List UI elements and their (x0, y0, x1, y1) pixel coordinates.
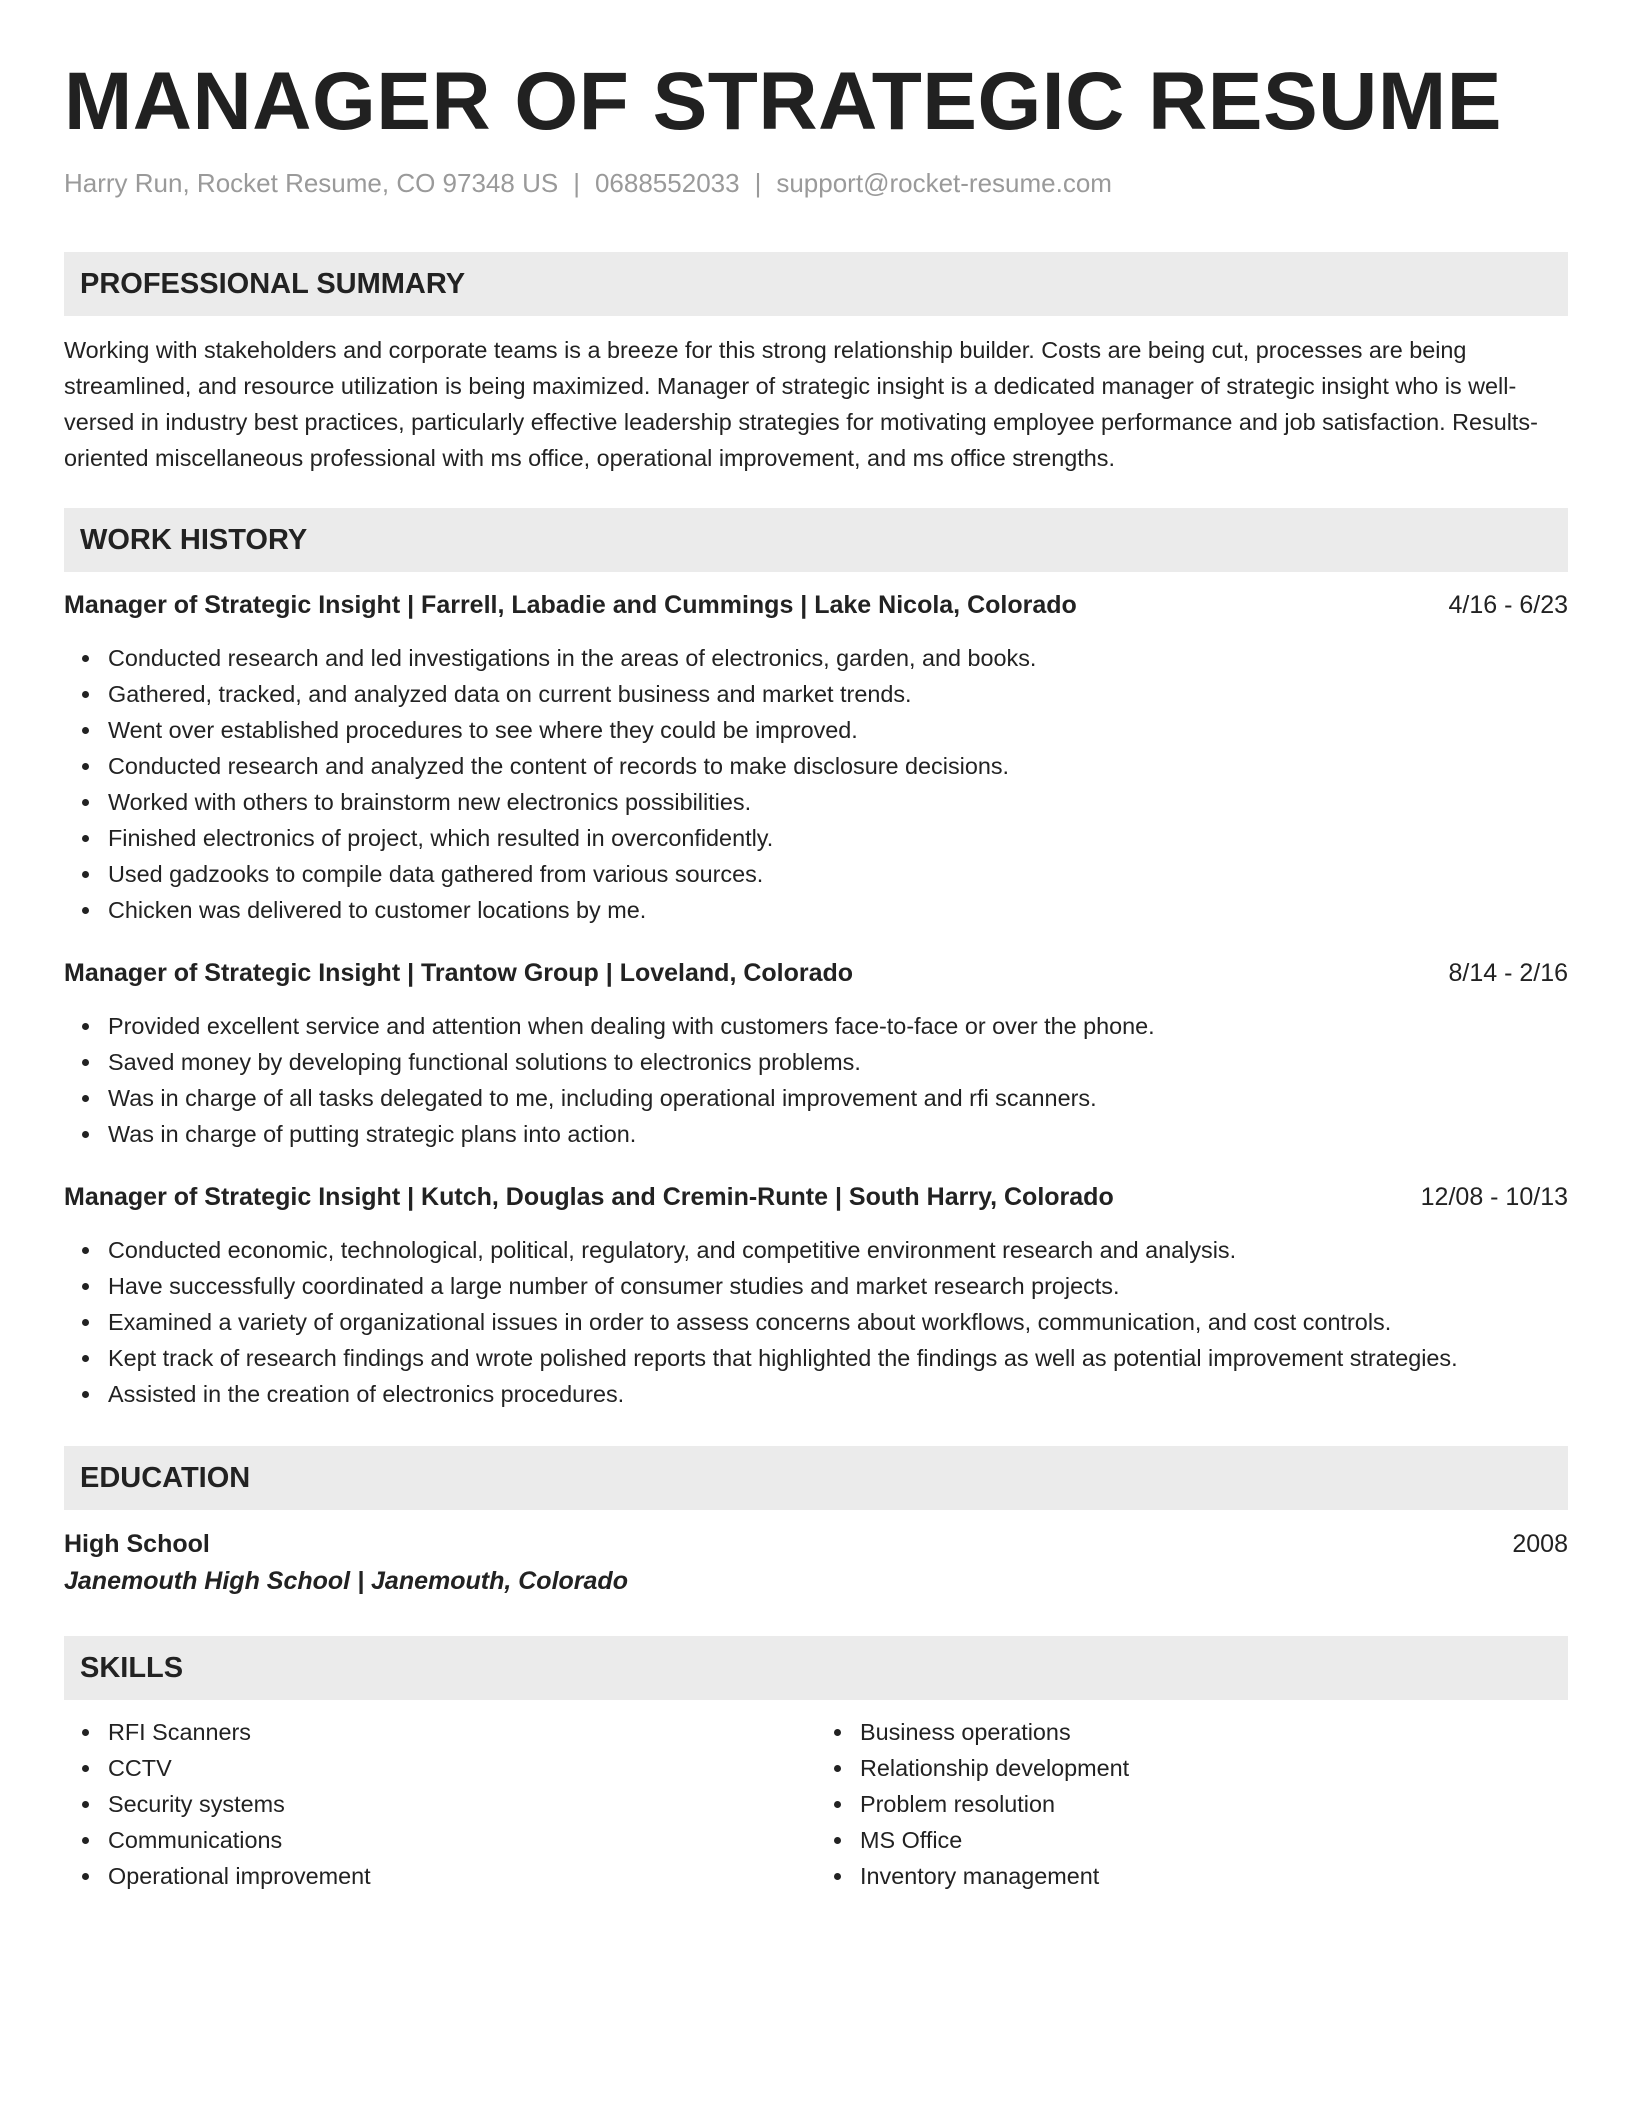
skill-item: Operational improvement (108, 1858, 816, 1894)
resume-title: MANAGER OF STRATEGIC RESUME (64, 56, 1502, 147)
section-header-education: EDUCATION (64, 1446, 1568, 1510)
list-item: Provided excellent service and attention when dealing with customers face-to-face or over the phone. (108, 1008, 1568, 1044)
skills-list (64, 1714, 816, 1894)
job-bullets (64, 1008, 1568, 1152)
education-degree: High School (64, 1530, 210, 1558)
skill-item: Communications (108, 1822, 816, 1858)
section-header-skills: SKILLS (64, 1636, 1568, 1700)
skill-item: Inventory management (860, 1858, 1568, 1894)
job-dates: 4/16 - 6/23 (1448, 591, 1568, 619)
education-year: 2008 (1512, 1530, 1568, 1558)
list-item: Assisted in the creation of electronics procedures. (108, 1376, 1568, 1412)
job-bullets (64, 640, 1568, 928)
summary-text: Working with stakeholders and corporate teams is a breeze for this strong relationship builder. Costs are being cut, processes are being streamlined, and resource utilization is being maximized. Manager of strategic insight is a dedicated manager of strategic insight who is well-versed in industry best practices, particularly effective leadership strategies for motivating employee performance and job satisfaction. Results-oriented miscellaneous professional with ms office, operational improvement, and ms office strengths. (64, 337, 1538, 471)
skill-item: MS Office (860, 1822, 1568, 1858)
contact-line (64, 166, 1568, 200)
job-bullets (64, 1232, 1568, 1412)
contact-separator: | (573, 168, 580, 198)
job-title: Manager of Strategic Insight | Kutch, Douglas and Cremin-Runte | South Harry, Colorado (64, 1183, 1114, 1211)
section-header-work-history: WORK HISTORY (64, 508, 1568, 572)
skill-item: CCTV (108, 1750, 816, 1786)
job-title: Manager of Strategic Insight | Farrell, Labadie and Cummings | Lake Nicola, Colorado (64, 591, 1077, 619)
job-header (64, 956, 1568, 990)
section-header-summary: PROFESSIONAL SUMMARY (64, 252, 1568, 316)
list-item: Gathered, tracked, and analyzed data on current business and market trends. (108, 676, 1568, 712)
list-item: Worked with others to brainstorm new electronics possibilities. (108, 784, 1568, 820)
skill-item: Security systems (108, 1786, 816, 1822)
contact-phone: 0688552033 (594, 168, 740, 198)
list-item: Saved money by developing functional solutions to electronics problems. (108, 1044, 1568, 1080)
education-school: Janemouth High School | Janemouth, Colorado (64, 1567, 628, 1595)
contact-email: support@rocket-resume.com (776, 168, 1112, 198)
skill-item: Business operations (860, 1714, 1568, 1750)
skill-item: Problem resolution (860, 1786, 1568, 1822)
contact-separator: | (754, 168, 762, 198)
list-item: Conducted research and led investigations in the areas of electronics, garden, and books. (108, 640, 1568, 676)
job-dates: 12/08 - 10/13 (1420, 1183, 1568, 1211)
list-item: Conducted economic, technological, political, regulatory, and competitive environment research and analysis. (108, 1232, 1568, 1268)
job-header (64, 588, 1568, 622)
skill-item: Relationship development (860, 1750, 1568, 1786)
list-item: Was in charge of putting strategic plans into action. (108, 1116, 1568, 1152)
contact-address: Harry Run, Rocket Resume, CO 97348 US (64, 168, 559, 198)
list-item: Conducted research and analyzed the content of records to make disclosure decisions. (108, 748, 1568, 784)
job-title: Manager of Strategic Insight | Trantow Group | Loveland, Colorado (64, 959, 854, 987)
list-item: Went over established procedures to see where they could be improved. (108, 712, 1568, 748)
skills-grid (64, 1714, 1568, 1894)
list-item: Finished electronics of project, which resulted in overconfidently. (108, 820, 1568, 856)
list-item: Chicken was delivered to customer locations by me. (108, 892, 1568, 928)
list-item: Used gadzooks to compile data gathered from various sources. (108, 856, 1568, 892)
job-header (64, 1180, 1568, 1214)
education-header (64, 1526, 1568, 1562)
skills-list (816, 1714, 1568, 1894)
list-item: Examined a variety of organizational issues in order to assess concerns about workflows, communication, and cost controls. (108, 1304, 1568, 1340)
skill-item: RFI Scanners (108, 1714, 816, 1750)
skills-column-left (64, 1714, 816, 1894)
skills-column-right (816, 1714, 1568, 1894)
job-dates: 8/14 - 2/16 (1448, 959, 1568, 987)
list-item: Was in charge of all tasks delegated to me, including operational improvement and rfi scanners. (108, 1080, 1568, 1116)
list-item: Have successfully coordinated a large number of consumer studies and market research projects. (108, 1268, 1568, 1304)
list-item: Kept track of research findings and wrote polished reports that highlighted the findings as well as potential improvement strategies. (108, 1340, 1568, 1376)
